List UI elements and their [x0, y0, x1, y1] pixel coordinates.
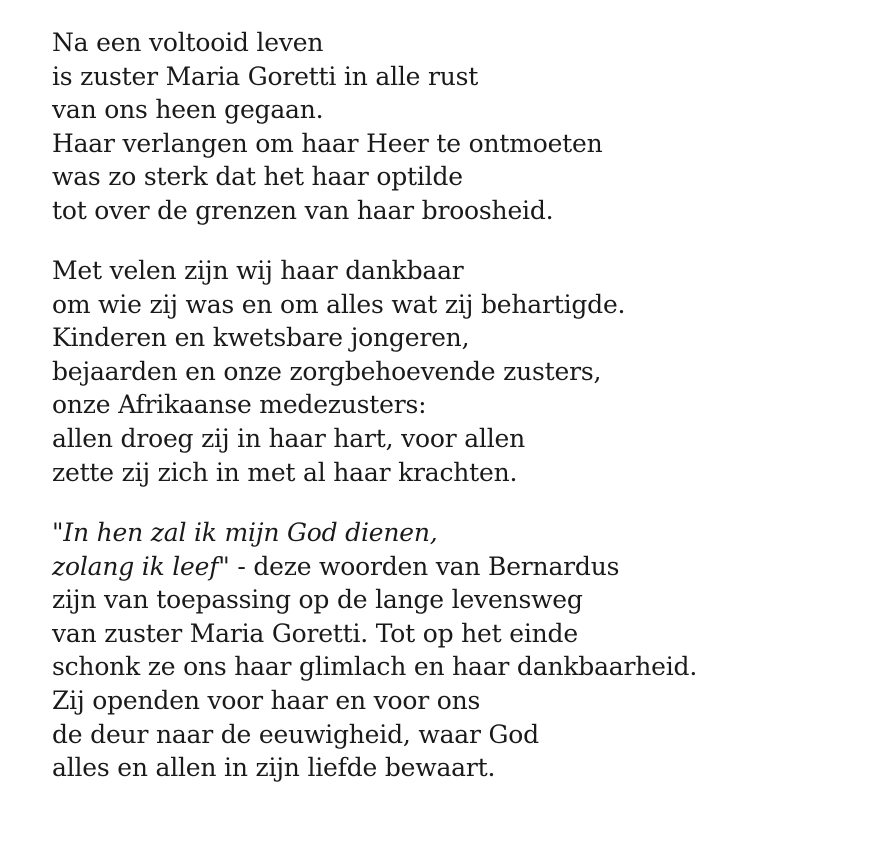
- text-line: om wie zij was en om alles wat zij behartigde.: [52, 289, 626, 319]
- stanza-1: [52, 26, 603, 228]
- text-line: tot over de grenzen van haar broosheid.: [52, 195, 554, 225]
- text-line: zette zij zich in met al haar krachten.: [52, 457, 518, 487]
- text-line: Na een voltooid leven: [52, 28, 324, 57]
- quote-fragment: zolang ik leef": [52, 551, 230, 581]
- quote-line: "In hen zal ik mijn God dienen,: [52, 518, 438, 547]
- text-line: alles en allen in zijn liefde bewaart.: [52, 753, 496, 783]
- text-line: is zuster Maria Goretti in alle rust: [52, 61, 479, 91]
- text-line: Haar verlangen om haar Heer te ontmoeten: [52, 128, 603, 158]
- text-line: schonk ze ons haar glimlach en haar dankbaarheid.: [52, 652, 698, 682]
- stanza-3: [52, 516, 697, 785]
- text-line: Met velen zijn wij haar dankbaar: [52, 256, 464, 285]
- text-line: onze Afrikaanse medezusters:: [52, 390, 427, 420]
- text-line: de deur naar de eeuwigheid, waar God: [52, 719, 539, 749]
- text-line: van zuster Maria Goretti. Tot op het einde: [52, 618, 578, 648]
- text-line: Zij openden voor haar en voor ons: [52, 685, 481, 715]
- text-line: was zo sterk dat het haar optilde: [52, 162, 463, 192]
- text-line-with-quote: [52, 550, 697, 584]
- attribution-fragment: - deze woorden van Bernardus: [229, 551, 620, 581]
- text-line: zijn van toepassing op de lange levensweg: [52, 585, 583, 615]
- stanza-2: [52, 254, 625, 489]
- text-line: allen droeg zij in haar hart, voor allen: [52, 423, 526, 453]
- text-line: van ons heen gegaan.: [52, 95, 324, 125]
- text-line: Kinderen en kwetsbare jongeren,: [52, 323, 470, 353]
- text-line: bejaarden en onze zorgbehoevende zusters,: [52, 356, 602, 386]
